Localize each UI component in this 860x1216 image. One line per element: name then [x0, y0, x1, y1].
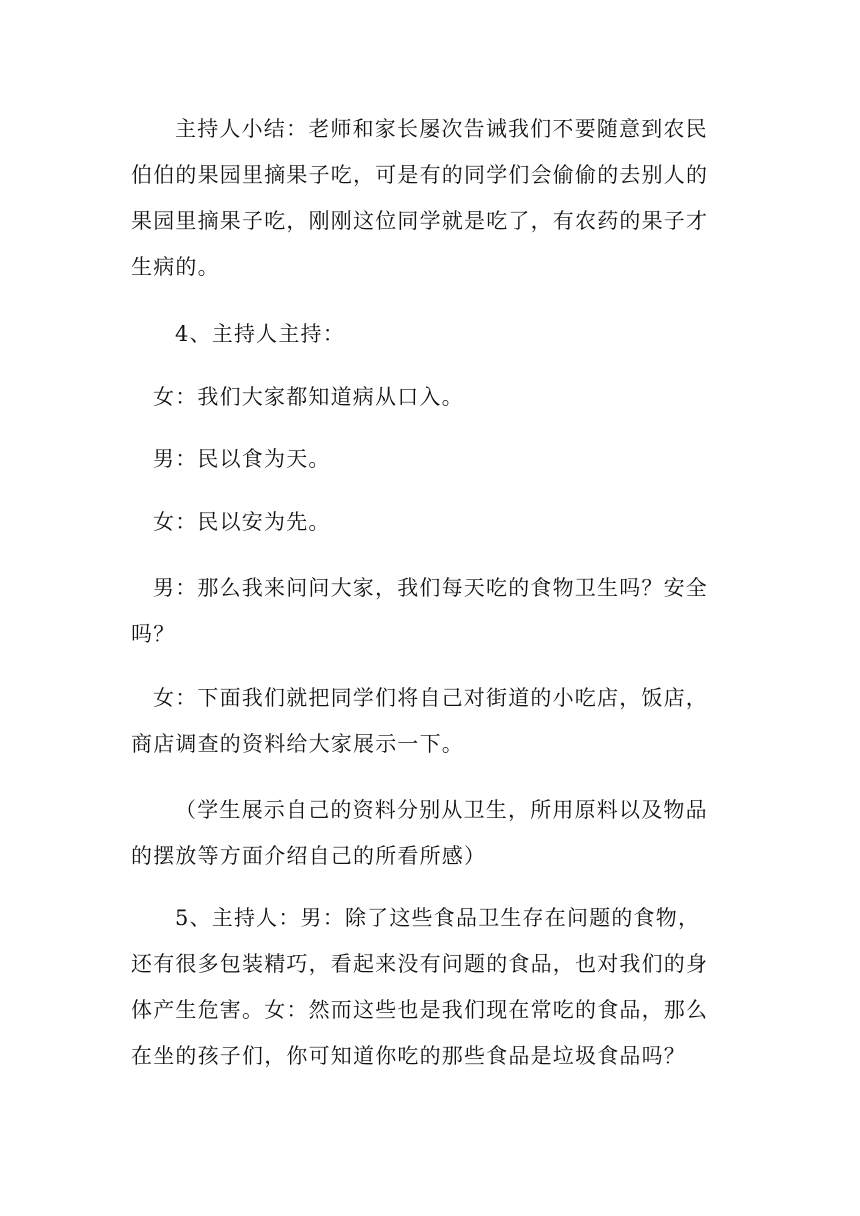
- text-line: 商店调查的资料给大家展示一下。: [131, 732, 464, 756]
- text-line: 主持人小结：老师和家长屡次告诫我们不要随意到农民: [175, 117, 708, 141]
- text-line: 女：我们大家都知道病从口入。: [153, 385, 464, 409]
- text-line: 的摆放等方面介绍自己的所看所感）: [131, 844, 487, 868]
- text-line: 吗？: [131, 622, 176, 646]
- text-line: 体产生危害。女：然而这些也是我们现在常吃的食品，那么: [131, 998, 709, 1022]
- paragraph-dialogue-male-2: [131, 565, 731, 657]
- paragraph-section-5: [131, 895, 731, 1079]
- text-line: 5、主持人：男：除了这些食品卫生存在问题的食物，: [175, 906, 701, 930]
- text-line: 女：民以安为先。: [153, 510, 331, 534]
- text-line: 在坐的孩子们，你可知道你吃的那些食品是垃圾食品吗？: [131, 1044, 686, 1068]
- text-line: 4、主持人主持：: [175, 322, 345, 346]
- paragraph-host-summary: [131, 106, 731, 290]
- paragraph-section-4-heading: [131, 311, 731, 357]
- text-line: 果园里摘果子吃，刚刚这位同学就是吃了，有农药的果子才: [131, 209, 709, 233]
- text-line: 还有很多包装精巧，看起来没有问题的食品，也对我们的身: [131, 952, 709, 976]
- paragraph-dialogue-female-1: [131, 374, 731, 420]
- text-line: （学生展示自己的资料分别从卫生，所用原料以及物品: [175, 798, 708, 822]
- paragraph-dialogue-female-2: [131, 499, 731, 545]
- text-line: 伯伯的果园里摘果子吃，可是有的同学们会偷偷的去别人的: [131, 163, 709, 187]
- paragraph-dialogue-female-3: [131, 675, 731, 767]
- text-line: 男：民以食为天。: [153, 447, 331, 471]
- paragraph-student-display: [131, 787, 731, 879]
- text-line: 生病的。: [131, 255, 220, 279]
- paragraph-dialogue-male-1: [131, 436, 731, 482]
- text-line: 男：那么我来问问大家，我们每天吃的食物卫生吗？安全: [153, 576, 708, 600]
- text-line: 女：下面我们就把同学们将自己对街道的小吃店，饭店，: [153, 686, 708, 710]
